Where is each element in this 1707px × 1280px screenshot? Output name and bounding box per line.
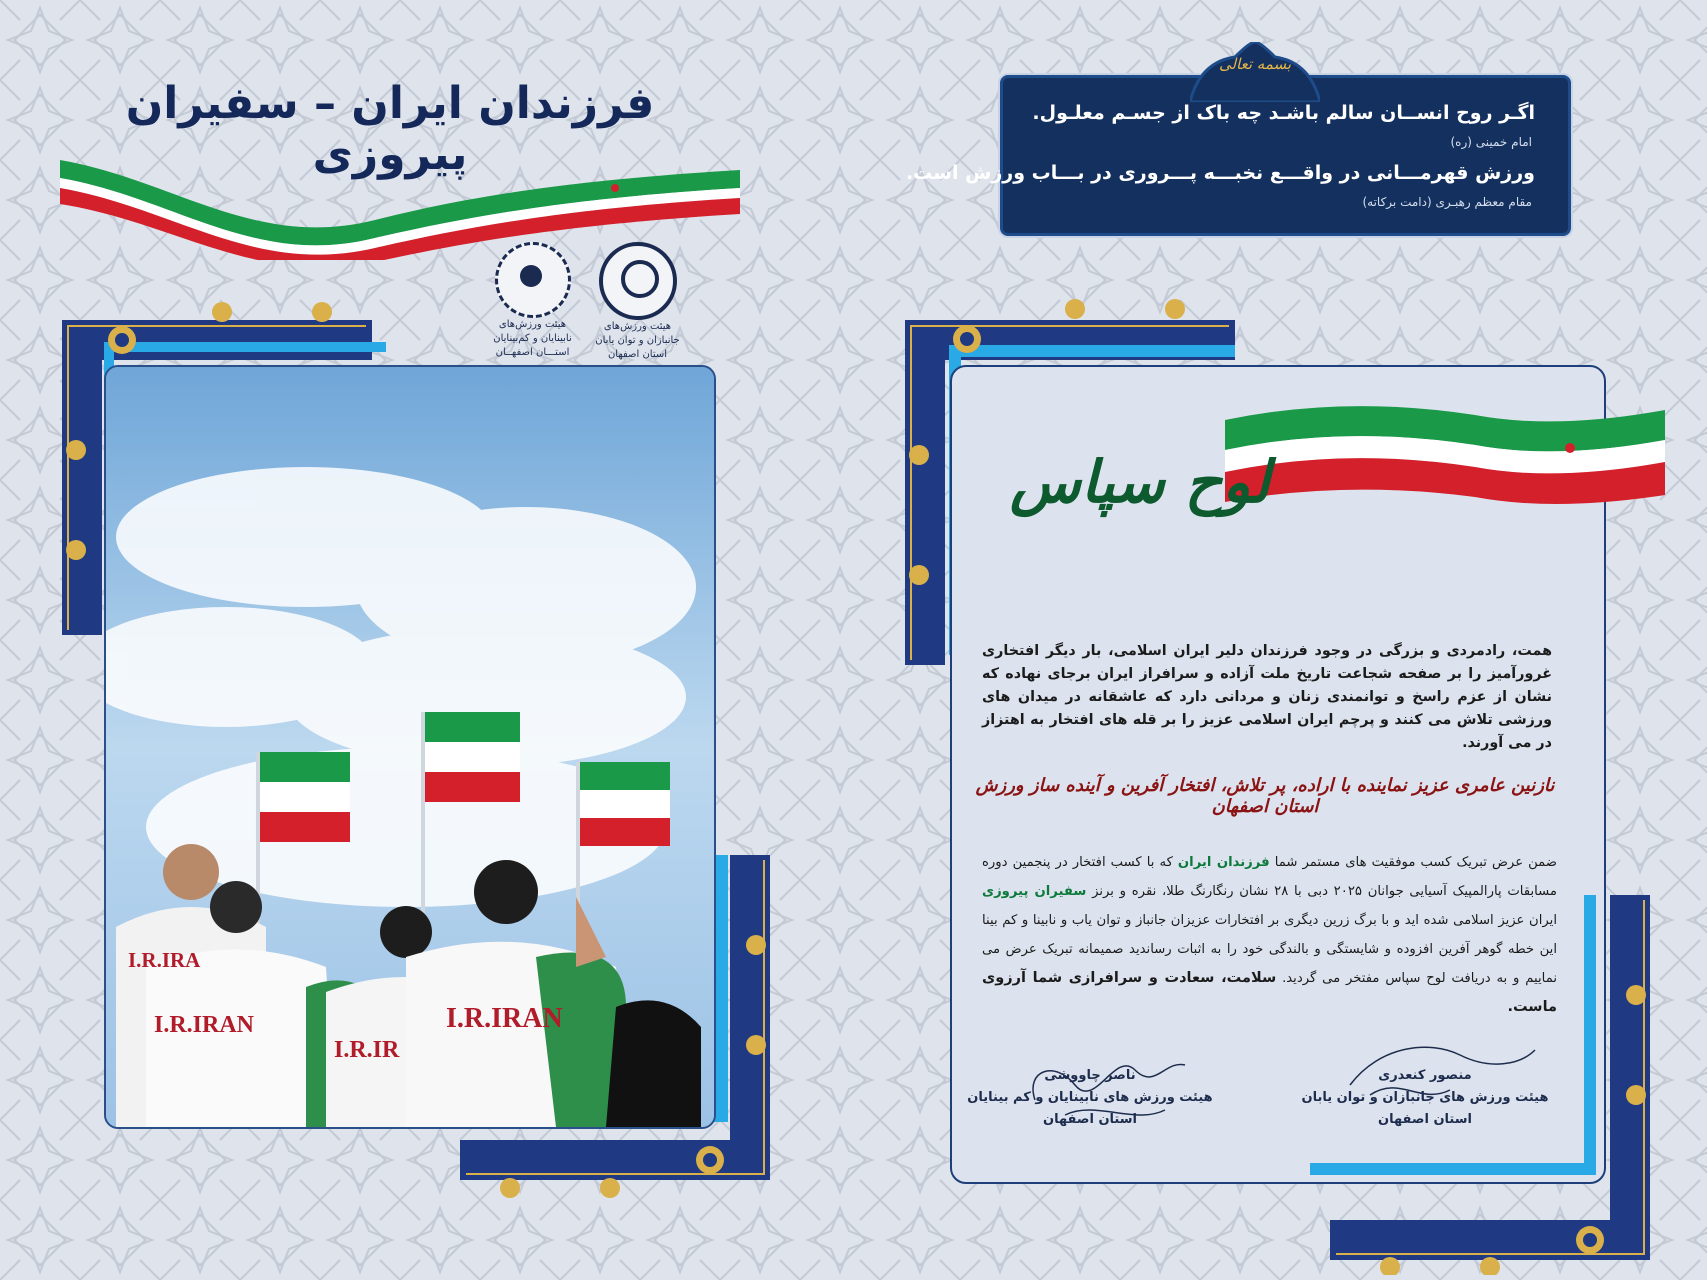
logo-caption: استـــان اصفهــان xyxy=(495,347,570,358)
jacket-text: I.R.IRAN xyxy=(446,1003,563,1034)
blind-sports-board-logo xyxy=(485,242,580,360)
certificate-title: لوح سپاس xyxy=(1010,448,1270,516)
cert-text: ضمن عرض تبریک کسب موفقیت های مستمر شما xyxy=(1274,855,1557,870)
signer-region: استان اصفهان xyxy=(1043,1112,1137,1127)
signer-name: منصور کنعدری xyxy=(1378,1068,1472,1083)
highlight-text: فرزندان ایران xyxy=(1177,855,1270,870)
photo-scene xyxy=(106,367,714,1127)
signer-org: هیئت ورزش های نابینایان و کم بینایان xyxy=(967,1090,1213,1105)
logo-caption: هیئت ورزش‌های نابینایان و کم‌بینایان xyxy=(493,319,572,344)
highlight-text: سفیران پیروزی xyxy=(982,884,1087,899)
signer-name: ناصر چاووشی xyxy=(1044,1068,1136,1083)
cert-flag-ribbon xyxy=(1225,400,1665,510)
honoree-line: نازنین عامری عزیز نماینده با اراده، پر تلاش، افتخار آفرین و آینده ساز ورزش استان اصفهان xyxy=(975,775,1555,817)
signature-block-left xyxy=(965,1065,1215,1131)
closing-wish: سلامت، سعادت و سرافرازی شما آرزوی ماست. xyxy=(982,970,1557,1015)
paralympic-board-logo xyxy=(590,242,685,362)
globe-emblem-icon xyxy=(495,242,571,318)
cert-text: که با کسب افتخار در پنجمین دوره مسابقات پارالمپیک آسیایی جوانان ۲۰۲۵ دبی با ۲۸ نشان رنگارنگ طلا، نقره و برنز xyxy=(982,855,1557,899)
bismillah-caption: بسمه تعالی xyxy=(1218,55,1292,73)
athletes-photo xyxy=(104,365,716,1129)
page-title: فرزندان ایران – سفیران پیروزی xyxy=(125,78,655,180)
jacket-text: I.R.IRAN xyxy=(154,1012,255,1038)
quote-line-2: ورزش قهرمـــانی در واقـــع نخبـــه پـــروری در بـــاب ورزش است. xyxy=(905,162,1535,184)
quote-line-1: اگـر روح انســان سالم باشـد چه باک از جسـم معلـول. xyxy=(1032,102,1535,124)
cert-text: ایران عزیز اسلامی شده اید و با برگ زرین دیگری بر افتخارات عزیزان جانباز و توان یاب و نابینا و کم بینا این خطه گوهر آفرین افزوده و شایستگی و بالندگی خود را به اثبات رساندید صمیمانه تبریک عرض می نماییم و به دریافت لوح سپاس مفتخر می گردید. xyxy=(982,913,1557,986)
signer-org: هیئت ورزش های جانبازان و توان یابان xyxy=(1301,1090,1549,1105)
jacket-text: I.R.IR xyxy=(334,1037,400,1063)
jacket-text: I.R.IRA xyxy=(128,948,201,972)
logo-caption: هیئت ورزش‌های جانبازان و توان یابان xyxy=(595,321,680,346)
wheelchair-emblem-icon xyxy=(599,242,677,320)
cert-paragraph-1: همت، رادمردی و بزرگی در وجود فرزندان دلیر ایران اسلامی، بار دیگر افتخاری غرورآمیز را بر صفحه شجاعت تاریخ ملت آزاده و سرافراز ایران برجای نهاده که نشان از عزم راسخ و توانمندی زنان و مردانی دارد که عاشقانه در میدان های ورزشی تلاش می کنند و پرچم ایران اسلامی عزیز را بر قله های افتخار به اهتزاز در می آورند. xyxy=(982,643,1552,751)
quote-source-1: امام خمینی (ره) xyxy=(1450,135,1532,149)
quote-source-2: مقام معظم رهبـری (دامت برکاته) xyxy=(1362,195,1532,209)
signer-region: استان اصفهان xyxy=(1378,1112,1472,1127)
cert-paragraph-2 xyxy=(982,848,1557,1022)
signature-block-right xyxy=(1300,1065,1550,1131)
logo-caption: استان اصفهان xyxy=(607,349,668,360)
